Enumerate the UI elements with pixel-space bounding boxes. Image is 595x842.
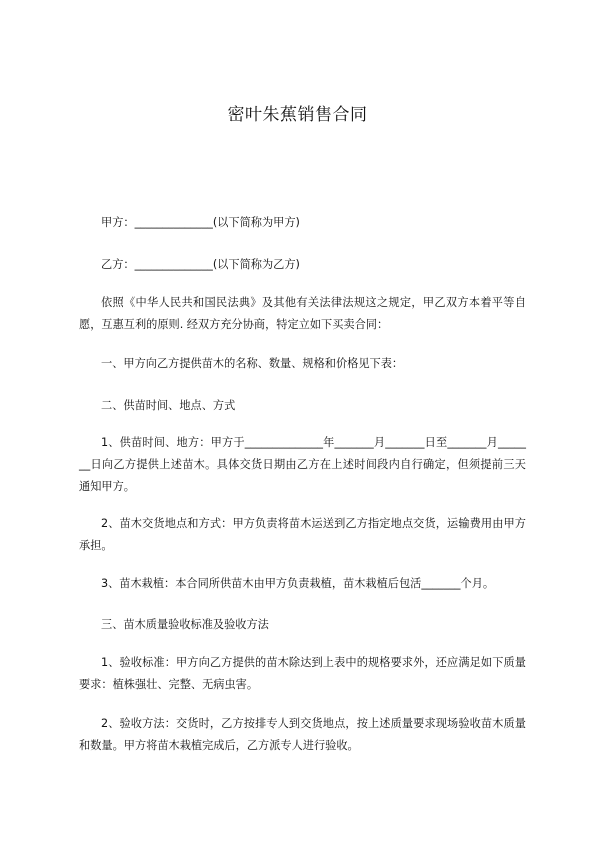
section-1-heading: 一、甲方向乙方提供苗木的名称、数量、规格和价格见下表：	[101, 357, 404, 370]
supply-time-clause: 1、供苗时间、地方：甲方于______________年_______月_______日至_______月_______日向乙方提供上述苗木。具体交货日期由乙方在上述时间段内自行确定，但须提前三天通知甲方。	[79, 436, 526, 493]
section-2-heading: 二、供苗时间、地点、方式	[101, 399, 236, 412]
document-title: 密叶朱蕉销售合同	[227, 105, 368, 125]
acceptance-method-clause: 2、验收方法：交货时，乙方按排专人到交货地点，按上述质量要求现场验收苗木质量和数量。甲方将苗木栽植完成后，乙方派专人进行验收。	[79, 717, 526, 752]
party-a-line: 甲方：______________(以下简称为甲方)	[101, 216, 300, 229]
party-b-line: 乙方：______________(以下简称为乙方)	[101, 258, 300, 271]
acceptance-standard-clause: 1、验收标准：甲方向乙方提供的苗木除达到上表中的规格要求外，还应满足如下质量要求：植株强壮、完整、无病虫害。	[79, 656, 526, 691]
intro-paragraph: 依照《中华人民共和国民法典》及其他有关法律法规这之规定，甲乙双方本着平等自愿，互惠互利的原则. 经双方充分协商，特定立如下买卖合同：	[79, 296, 526, 331]
supply-place-clause: 2、苗木交货地点和方式：甲方负责将苗木运送到乙方指定地点交货，运输费用由甲方承担。	[79, 517, 526, 552]
section-3-heading: 三、苗木质量验收标准及验收方法	[101, 618, 269, 631]
planting-clause: 3、苗木栽植：本合同所供苗木由甲方负责栽植，苗木栽植后包活_______个月。	[101, 577, 495, 590]
